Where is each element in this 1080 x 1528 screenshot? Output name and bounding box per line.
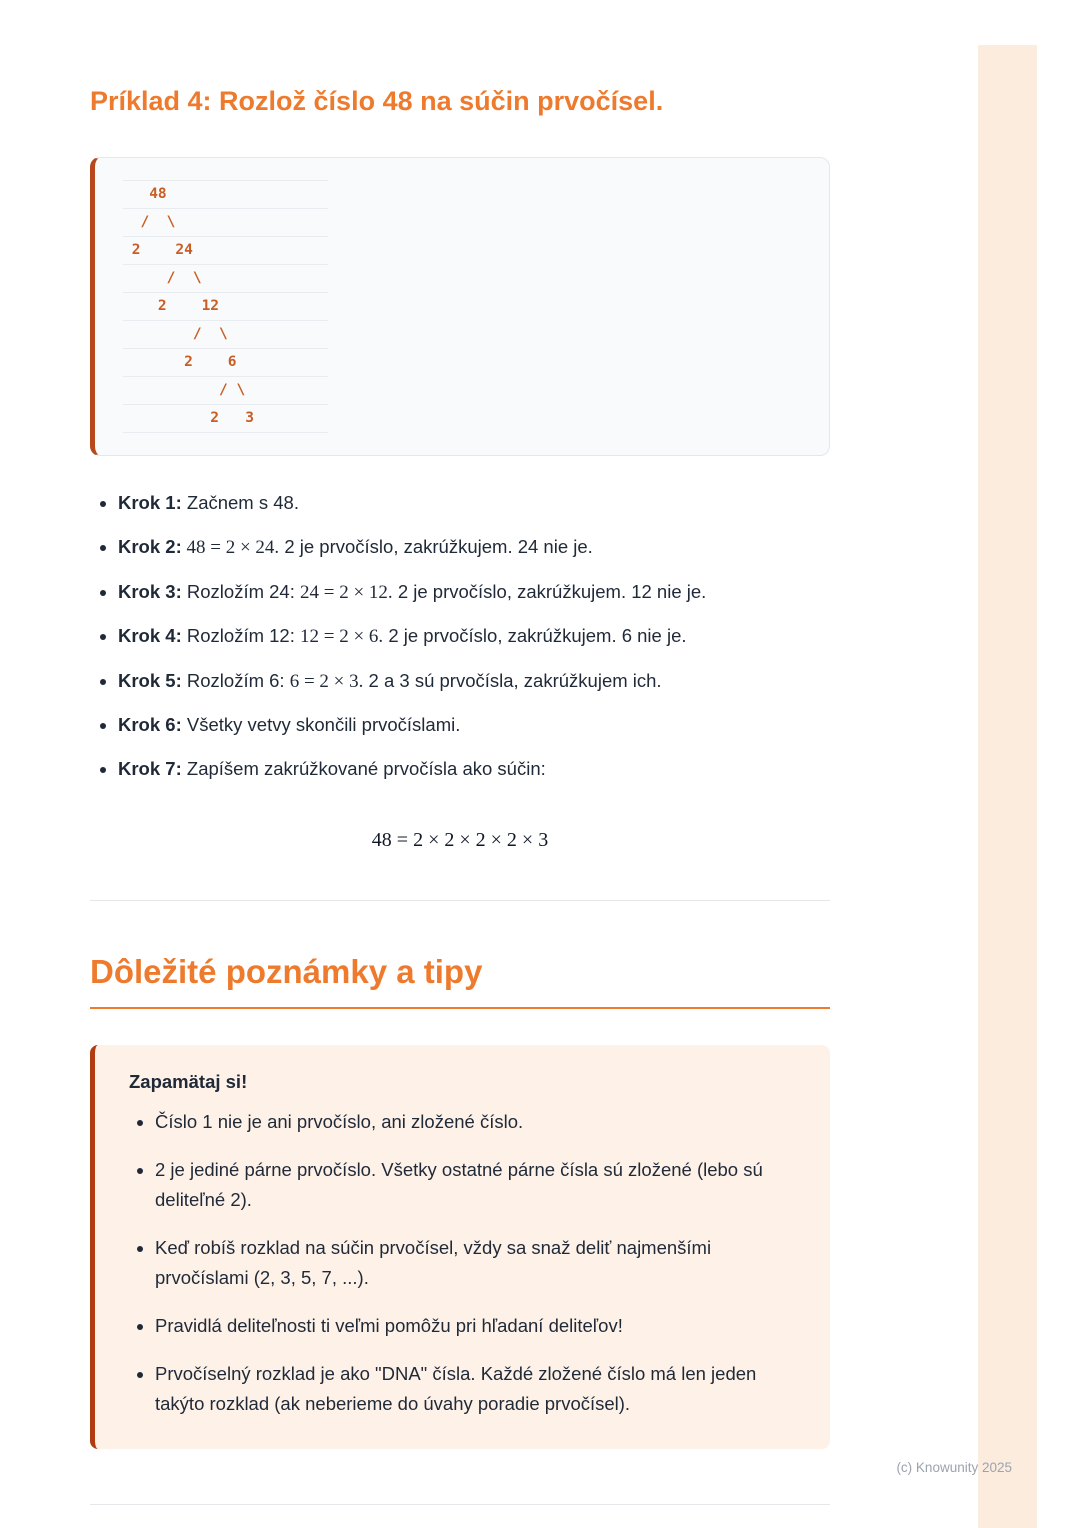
factor-tree-line: / \ [123,321,328,349]
step-text: 2 je prvočíslo, zakrúžkujem. 24 nie je. [279,536,593,558]
note-item: • Pravidlá deliteľnosti ti veľmi pomôžu pri hľadaní deliteľov! [155,1311,796,1341]
factor-tree [123,180,328,433]
bottom-divider [90,1504,830,1505]
factor-tree-line: 48 [123,181,328,209]
example-4-heading: Príklad 4: Rozlož číslo 48 na súčin prvočísel. [90,86,664,116]
step-item [118,534,830,562]
step-math-text: 48 = 2 × 24. [181,537,280,559]
step-text: Rozložím 12: [181,625,300,647]
step-label: Krok 1: [118,492,182,514]
steps-list [90,490,830,783]
step-text: Rozložím 24: [181,580,300,602]
step-item [118,623,830,651]
factor-tree-line: 2 24 [123,237,328,265]
copyright-text: (c) Knowunity 2025 [896,1460,1012,1475]
step-math-text: 6 = 2 × 3. [289,670,364,692]
page-edge-strip [978,45,1037,1528]
factor-tree-line: / \ [123,377,328,405]
step-text: 2 je prvočíslo, zakrúžkujem. 12 nie je. [392,580,707,602]
factor-tree-box [90,157,830,456]
notes-heading: Dôležité poznámky a tipy [90,953,483,991]
prime-factorization-formula: 48 = 2 × 2 × 2 × 2 × 3 [371,829,549,852]
step-label: Krok 3: [118,580,182,602]
step-math-text: 12 = 2 × 6. [300,626,384,648]
factor-tree-line: 2 3 [123,405,328,433]
step-text: Rozložím 6: [181,669,290,691]
factor-tree-line: 2 12 [123,293,328,321]
step-item [118,668,830,696]
step-text: Zapíšem zakrúžkované prvočísla ako súčin: [181,758,546,780]
step-item [118,579,830,607]
step-item [118,756,830,783]
note-item: • Číslo 1 nie je ani prvočíslo, ani zložené číslo. [155,1107,796,1137]
step-item [118,712,830,739]
step-label: Krok 4: [118,625,182,647]
step-text: Začnem s 48. [181,492,299,514]
remember-callout [90,1045,830,1449]
main-content [90,85,830,1449]
step-label: Krok 2: [118,536,182,558]
notes-list [129,1107,796,1419]
step-text: Všetky vetvy skončili prvočíslami. [181,714,461,736]
notes-heading-underline [90,1007,830,1009]
factor-tree-line: / \ [123,265,328,293]
factor-tree-line: / \ [123,209,328,237]
step-text: 2 a 3 sú prvočísla, zakrúžkujem ich. [363,669,662,691]
step-label: Krok 5: [118,669,182,691]
section-divider [90,900,830,901]
note-item: • 2 je jediné párne prvočíslo. Všetky ostatné párne čísla sú zložené (lebo sú deliteľné 2). [155,1155,796,1215]
step-label: Krok 7: [118,758,182,780]
step-item [118,490,830,517]
note-item: • Prvočíselný rozklad je ako "DNA" čísla. Každé zložené číslo má len jeden takýto rozklad (ak neberieme do úvahy poradie prvočísel). [155,1359,796,1419]
callout-title: Zapamätaj si! [129,1070,248,1092]
step-label: Krok 6: [118,714,182,736]
note-item: • Keď robíš rozklad na súčin prvočísel, vždy sa snaž deliť najmenšími prvočíslami (2, 3, 5, 7, ...). [155,1233,796,1293]
factor-tree-line: 2 6 [123,349,328,377]
step-math-text: 24 = 2 × 12. [300,581,393,603]
step-text: 2 je prvočíslo, zakrúžkujem. 6 nie je. [383,625,687,647]
